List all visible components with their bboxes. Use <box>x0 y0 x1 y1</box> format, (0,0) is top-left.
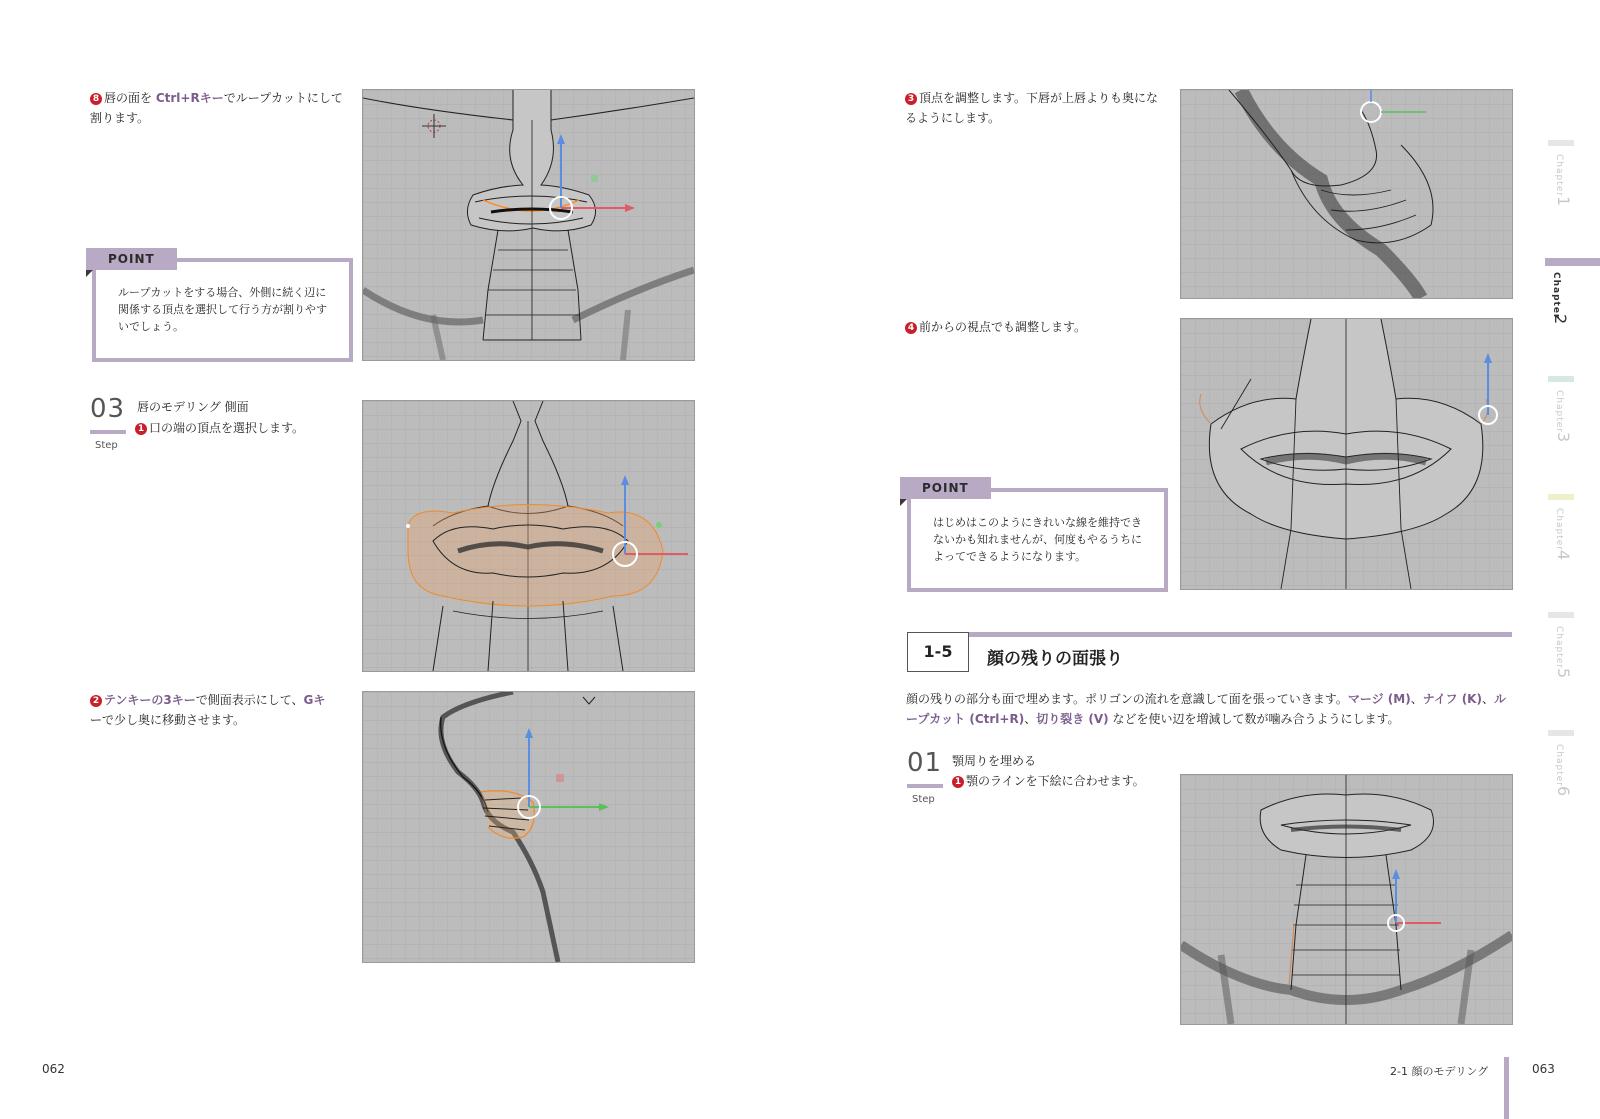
chapter-tab-label: Chapter <box>1551 272 1561 320</box>
point-tag: POINT <box>900 477 991 499</box>
viewport-jaw-line-image <box>1180 774 1513 1025</box>
step-bar <box>907 784 943 788</box>
chapter-tab-bar <box>1548 612 1574 618</box>
chapter-tab-number: 6 <box>1554 786 1573 797</box>
viewport-side-view-image <box>362 691 695 963</box>
badge-8: 8 <box>90 93 102 105</box>
chapter-tab-number: 4 <box>1554 550 1573 561</box>
chapter-tab-label: Chapter <box>1554 626 1564 669</box>
step-label: Step <box>912 794 935 805</box>
chapter-tab-number: 1 <box>1554 196 1573 207</box>
step-number: 01 <box>907 748 943 778</box>
step8-instruction: 8 唇の面を Ctrl+Rキーでループカットにして割ります。 <box>90 91 343 125</box>
page-number-right: 063 <box>1532 1062 1555 1076</box>
point-text: ループカットをする場合、外側に続く辺に関係する頂点を選択して行う方が割りやすいでしょう。 <box>118 286 327 333</box>
chapter-tab-6[interactable] <box>1548 730 1578 820</box>
chapter-tab-number: 5 <box>1554 668 1573 679</box>
chapter-tab-bar <box>1548 376 1574 382</box>
point-text: はじめはこのようにきれいな線を維持できないかも知れませんが、何度もやるうちによってできるようになります。 <box>933 516 1142 563</box>
section-title: 顔の残りの面張り <box>987 649 1123 669</box>
section-body: 顔の残りの部分も面で埋めます。ポリゴンの流れを意識して面を張っていきます。マージ (M)、ナイフ (K)、ループカット (Ctrl+R)、切り裂き (V) などを使い辺を増減して数が噛み合うようにします。 <box>906 692 1506 726</box>
chapter-tab-3[interactable] <box>1548 376 1578 466</box>
chapter-tab-number: 3 <box>1554 432 1573 443</box>
step-bar <box>90 430 126 434</box>
footer-accent-bar <box>1504 1057 1509 1119</box>
chapter-tab-bar <box>1545 258 1600 266</box>
step03-item1: 1 口の端の頂点を選択します。 <box>135 418 355 438</box>
badge-1: 1 <box>135 423 147 435</box>
viewport-loopcut-image <box>362 89 695 361</box>
chapter-tab-label: Chapter <box>1554 744 1564 787</box>
chapter-tab-bar <box>1548 140 1574 146</box>
step-label: Step <box>95 440 118 451</box>
step3-instruction: 3 頂点を調整します。下唇が上唇よりも奥になるようにします。 <box>905 91 1159 125</box>
chapter-tab-5[interactable] <box>1548 612 1578 702</box>
footer-section-title: 2-1 顔のモデリング <box>1390 1065 1489 1078</box>
point-tag: POINT <box>86 248 177 270</box>
chapter-tab-1[interactable] <box>1548 140 1578 230</box>
chapter-tab-2[interactable] <box>1545 258 1575 348</box>
step-title: 唇のモデリング 側面 <box>137 400 249 414</box>
chapter-tab-number: 2 <box>1551 314 1570 325</box>
viewport-adjust-vertices-image <box>1180 89 1513 299</box>
badge-2: 2 <box>90 695 102 707</box>
step-title: 顎周りを埋める <box>952 754 1037 768</box>
section-rule <box>968 632 1512 637</box>
page-number-left: 062 <box>42 1062 65 1076</box>
chapter-tab-label: Chapter <box>1554 154 1564 197</box>
chapter-tab-bar <box>1548 730 1574 736</box>
chapter-tab-4[interactable] <box>1548 494 1578 584</box>
badge-1: 1 <box>952 776 964 788</box>
badge-3: 3 <box>905 93 917 105</box>
chapter-tab-label: Chapter <box>1554 390 1564 433</box>
section-number: 1-5 <box>907 632 969 672</box>
step01-item1: 1 顎のラインを下絵に合わせます。 <box>952 771 1172 791</box>
step-number: 03 <box>90 394 126 424</box>
step4-instruction: 4 前からの視点でも調整します。 <box>905 317 1167 337</box>
viewport-front-adjust-image <box>1180 318 1513 590</box>
badge-4: 4 <box>905 322 917 334</box>
step2-instruction: 2 テンキーの3キーで側面表示にして、Gキーで少し奥に移動させます。 <box>90 693 326 727</box>
chapter-tab-bar <box>1548 494 1574 500</box>
viewport-mouth-corner-image <box>362 400 695 672</box>
chapter-tab-label: Chapter <box>1554 508 1564 551</box>
